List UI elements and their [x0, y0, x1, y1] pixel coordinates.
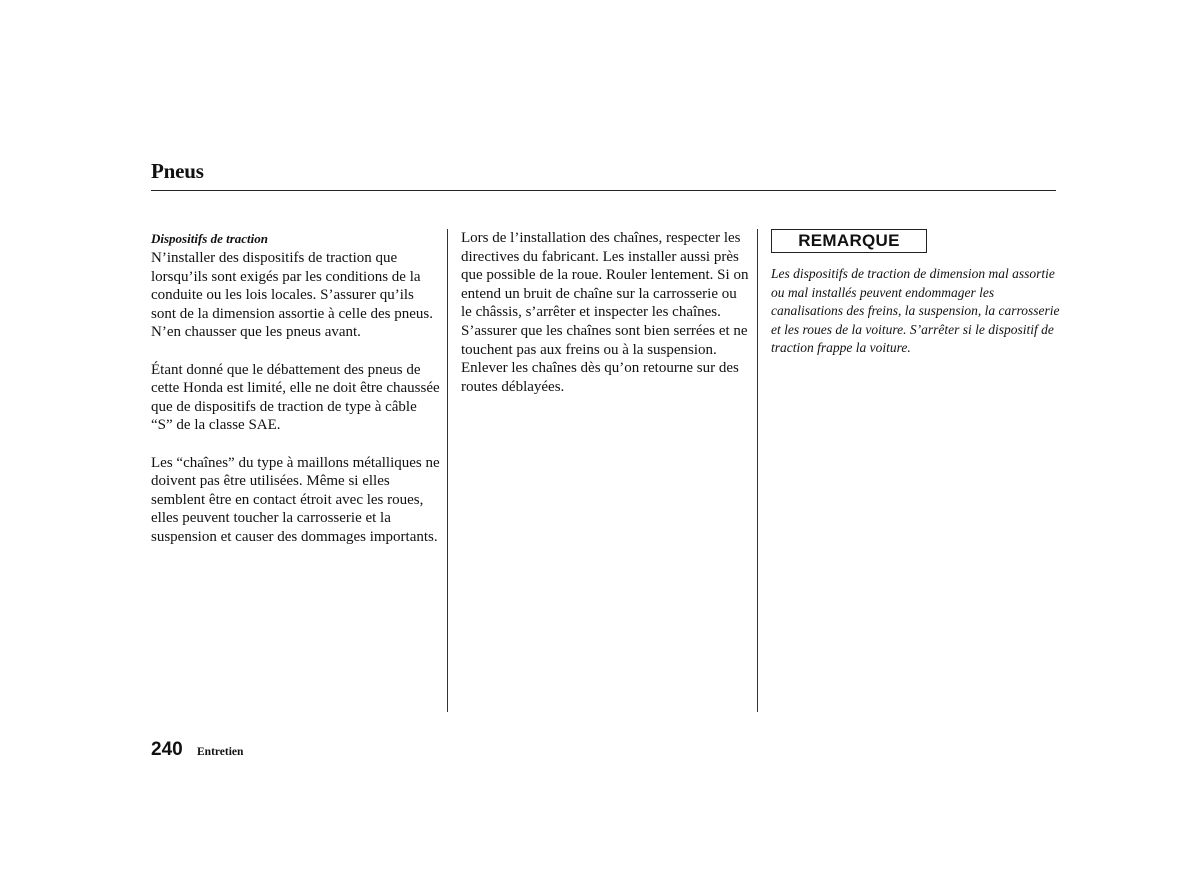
- column-divider-right: [757, 229, 758, 712]
- footer-section-name: Entretien: [197, 746, 244, 758]
- paragraph-installation: Lors de l’installation des chaînes, respecter les directives du fabricant. Les installer aussi près que possible de la roue. Rouler lentement. Si on entend un bruit de chaîne sur la carrosserie ou le châssis, s’arrêter et inspecter les chaînes. S’assurer que les chaînes sont bien serrées et ne touchent pas aux freins ou à la suspension.: [461, 230, 749, 358]
- paragraph-metal-chains: Les “chaînes” du type à maillons métalliques ne doivent pas être utilisées. Même si elles semblent être en contact étroit avec les roues, elles peuvent toucher la carrosserie et la suspension et causer des dommages importants.: [151, 454, 440, 545]
- notice-text: Les dispositifs de traction de dimension mal assortie ou mal installés peuvent endommager les canalisations des freins, la suspension, la carrosserie et les roues de la voiture. S’arrêter si le dispositif de traction frappe la voiture.: [771, 266, 1060, 356]
- section-subheading: Dispositifs de traction: [151, 231, 269, 246]
- column-divider-left: [447, 229, 448, 712]
- column-middle: [461, 229, 751, 396]
- column-left: [151, 229, 441, 547]
- column-right: [771, 229, 1061, 358]
- notice-label-box: REMARQUE: [771, 229, 927, 253]
- paragraph-install-conditions: N’installer des dispositifs de traction que lorsqu’ils sont exigés par les conditions de la conduite ou les lois locales. S’assurer qu’ils sont de la dimension assortie à celle des pneus. N’en chausser que les pneus avant.: [151, 250, 434, 341]
- paragraph-removal: Enlever les chaînes dès qu’on retourne sur des routes déblayées.: [461, 360, 739, 395]
- page-number: 240: [151, 739, 183, 760]
- title-divider: [151, 190, 1056, 191]
- paragraph-cable-type: Étant donné que le débattement des pneus de cette Honda est limité, elle ne doit être chaussée que de dispositifs de traction de type à câble “S” de la classe SAE.: [151, 361, 440, 434]
- page-title: Pneus: [151, 159, 204, 183]
